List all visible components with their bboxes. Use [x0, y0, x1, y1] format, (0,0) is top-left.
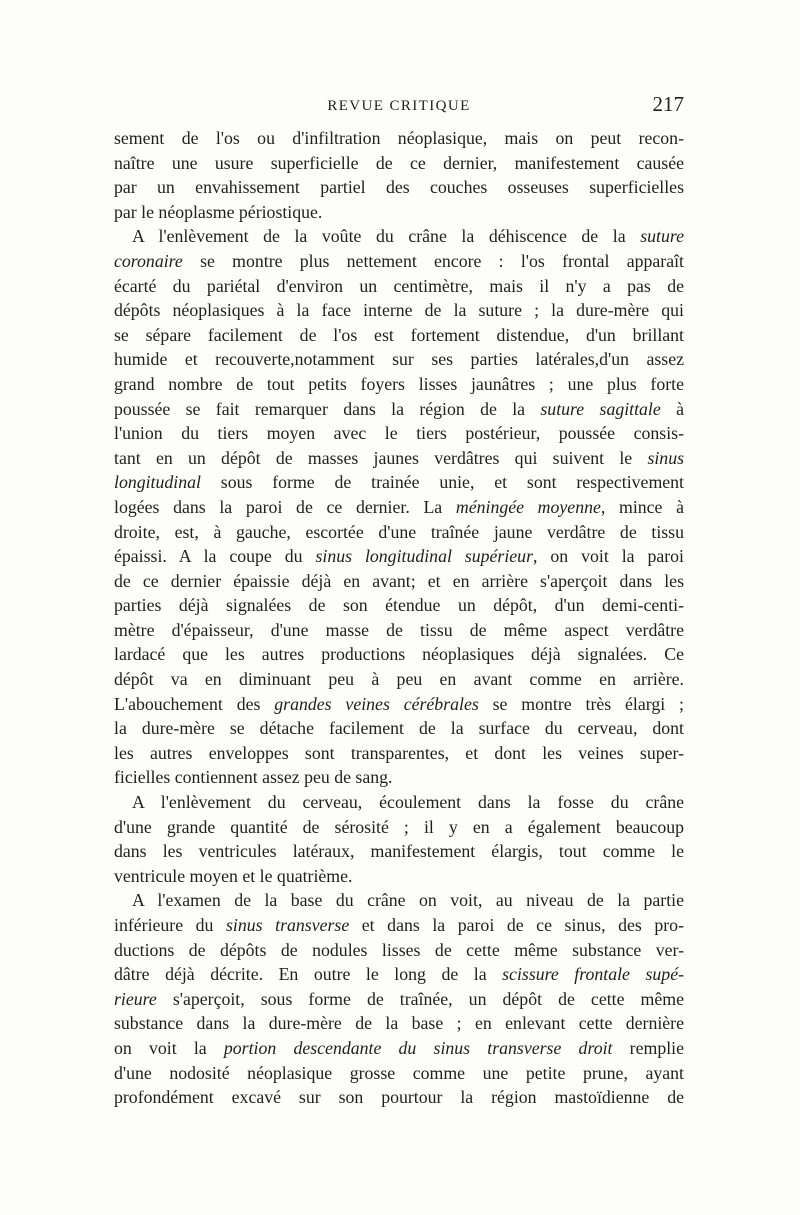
- text-line: [114, 962, 684, 987]
- text-run: poussée se fait remarquer dans la région de la: [114, 398, 541, 419]
- text-run: ventricule moyen et le quatrième.: [114, 865, 353, 886]
- text-run: se montre plus nettement encore : l'os frontal apparaît: [182, 250, 684, 271]
- italic-term: sinus: [647, 447, 684, 468]
- text-run: épaissi. A la coupe du: [114, 546, 316, 567]
- text-run: ficielles contiennent assez peu de sang.: [114, 767, 393, 788]
- text-run: les autres enveloppes sont transparentes, et dont les veines super-: [114, 742, 684, 763]
- text-run: l'union du tiers moyen avec le tiers postérieur, poussée consis-: [114, 423, 684, 444]
- text-line: [114, 913, 684, 938]
- text-run: tant en un dépôt de masses jaunes verdâtres qui suivent le: [114, 447, 648, 468]
- italic-term: scissure frontale supé-: [502, 964, 684, 985]
- italic-term: suture sagittale: [540, 398, 661, 419]
- text-run: d'une grande quantité de sérosité ; il y en a également beaucoup: [114, 816, 684, 837]
- text-line: [114, 569, 684, 594]
- text-line: [114, 938, 684, 963]
- text-line: [114, 1085, 684, 1110]
- text-line: [114, 495, 684, 520]
- text-line: [114, 446, 684, 471]
- text-run: on voit la: [114, 1037, 224, 1058]
- text-run: par un envahissement partiel des couches osseuses superficielles: [114, 177, 684, 198]
- text-line: [114, 347, 684, 372]
- text-run: L'abouchement des: [114, 693, 275, 714]
- text-line: [114, 864, 684, 889]
- text-line: [114, 593, 684, 618]
- text-run: droite, est, à gauche, escortée d'une traînée jaune verdâtre de tissu: [114, 521, 684, 542]
- text-run: dâtre déjà décrite. En outre le long de la: [114, 964, 503, 985]
- text-line: [114, 470, 684, 495]
- text-line: [114, 224, 684, 249]
- page-header: [114, 92, 684, 120]
- body-text: [114, 126, 684, 1110]
- text-run: la dure-mère se détache facilement de la surface du cerveau, dont: [114, 718, 684, 739]
- text-line: [114, 200, 684, 225]
- italic-term: sinus longitudinal supérieur: [315, 546, 533, 567]
- text-line: [114, 274, 684, 299]
- text-run: A l'examen de la base du crâne on voit, au niveau de la partie: [132, 890, 684, 911]
- text-run: substance dans la dure-mère de la base ; en enlevant cette dernière: [114, 1013, 684, 1034]
- text-run: à: [660, 398, 684, 419]
- text-run: humide et recouverte,notamment sur ses parties latérales,d'un assez: [114, 349, 684, 370]
- text-run: naître une usure superficielle de ce dernier, manifestement causée: [114, 152, 684, 173]
- text-line: [114, 618, 684, 643]
- text-run: s'aperçoit, sous forme de traînée, un dépôt de cette même: [156, 988, 684, 1009]
- page-number: 217: [652, 92, 684, 116]
- text-run: dépôt va en diminuant peu à peu en avant comme en arrière.: [114, 669, 684, 690]
- text-run: inférieure du: [114, 915, 227, 935]
- italic-term: longitudinal: [114, 472, 201, 493]
- text-run: écarté du pariétal d'environ un centimètre, mais il n'y a pas de: [114, 275, 684, 296]
- text-run: se montre très élargi ;: [478, 693, 684, 714]
- text-line: [114, 249, 684, 274]
- text-run: de ce dernier épaissie déjà en avant; et en arrière s'aperçoit dans les: [114, 570, 684, 591]
- text-run: par le néoplasme périostique.: [114, 201, 323, 222]
- text-run: A l'enlèvement de la voûte du crâne la déhiscence de la: [132, 226, 641, 247]
- text-run: lardacé que les autres productions néoplasiques déjà signalées. Ce: [114, 644, 684, 665]
- text-line: [114, 298, 684, 323]
- text-run: d'une nodosité néoplasique grosse comme une petite prune, ayant: [114, 1062, 684, 1083]
- text-line: [114, 888, 684, 913]
- text-line: [114, 151, 684, 176]
- italic-term: rieure: [114, 988, 157, 1009]
- italic-term: grandes veines cérébrales: [274, 693, 479, 714]
- text-line: [114, 421, 684, 446]
- text-run: A l'enlèvement du cerveau, écoulement dans la fosse du crâne: [132, 792, 684, 813]
- text-line: [114, 839, 684, 864]
- italic-term: coronaire: [114, 250, 183, 271]
- italic-term: sinus transverse: [226, 915, 350, 935]
- text-line: [114, 790, 684, 815]
- text-line: [114, 520, 684, 545]
- running-title: REVUE CRITIQUE: [327, 98, 471, 114]
- text-run: parties déjà signalées de son étendue un dépôt, d'un demi-centi-: [114, 595, 684, 616]
- text-run: mètre d'épaisseur, d'une masse de tissu de même aspect verdâtre: [114, 619, 684, 640]
- text-run: sous forme de trainée unie, et sont respectivement: [200, 472, 684, 493]
- text-line: [114, 765, 684, 790]
- text-run: grand nombre de tout petits foyers lisses jaunâtres ; une plus forte: [114, 373, 684, 394]
- text-line: [114, 642, 684, 667]
- text-line: [114, 741, 684, 766]
- text-run: logées dans la paroi de ce dernier. La: [114, 496, 456, 517]
- text-line: [114, 815, 684, 840]
- text-run: , on voit la paroi: [533, 546, 684, 567]
- text-line: [114, 544, 684, 569]
- italic-term: suture: [640, 226, 684, 247]
- text-line: [114, 692, 684, 717]
- text-line: [114, 1011, 684, 1036]
- text-line: [114, 126, 684, 151]
- text-run: profondément excavé sur son pourtour la région mastoïdienne de: [114, 1087, 684, 1108]
- text-run: , mince à: [600, 496, 684, 517]
- text-run: et dans la paroi de ce sinus, des pro-: [349, 915, 684, 935]
- text-line: [114, 716, 684, 741]
- text-run: se sépare facilement de l'os est fortement distendue, d'un brillant: [114, 324, 684, 345]
- text-line: [114, 1036, 684, 1061]
- text-run: remplie: [612, 1037, 684, 1058]
- text-line: [114, 1061, 684, 1086]
- text-line: [114, 987, 684, 1012]
- text-line: [114, 397, 684, 422]
- text-line: [114, 667, 684, 692]
- italic-term: portion descendante du sinus transverse droit: [223, 1037, 613, 1058]
- italic-term: méningée moyenne: [455, 496, 601, 517]
- text-line: [114, 372, 684, 397]
- text-line: [114, 175, 684, 200]
- text-run: ductions de dépôts de nodules lisses de cette même substance ver-: [114, 939, 684, 960]
- text-line: [114, 323, 684, 348]
- text-run: sement de l'os ou d'infiltration néoplasique, mais on peut recon-: [114, 128, 684, 148]
- text-run: dépôts néoplasiques à la face interne de la suture ; la dure-mère qui: [114, 300, 684, 321]
- text-run: dans les ventricules latéraux, manifestement élargis, tout comme le: [114, 841, 684, 862]
